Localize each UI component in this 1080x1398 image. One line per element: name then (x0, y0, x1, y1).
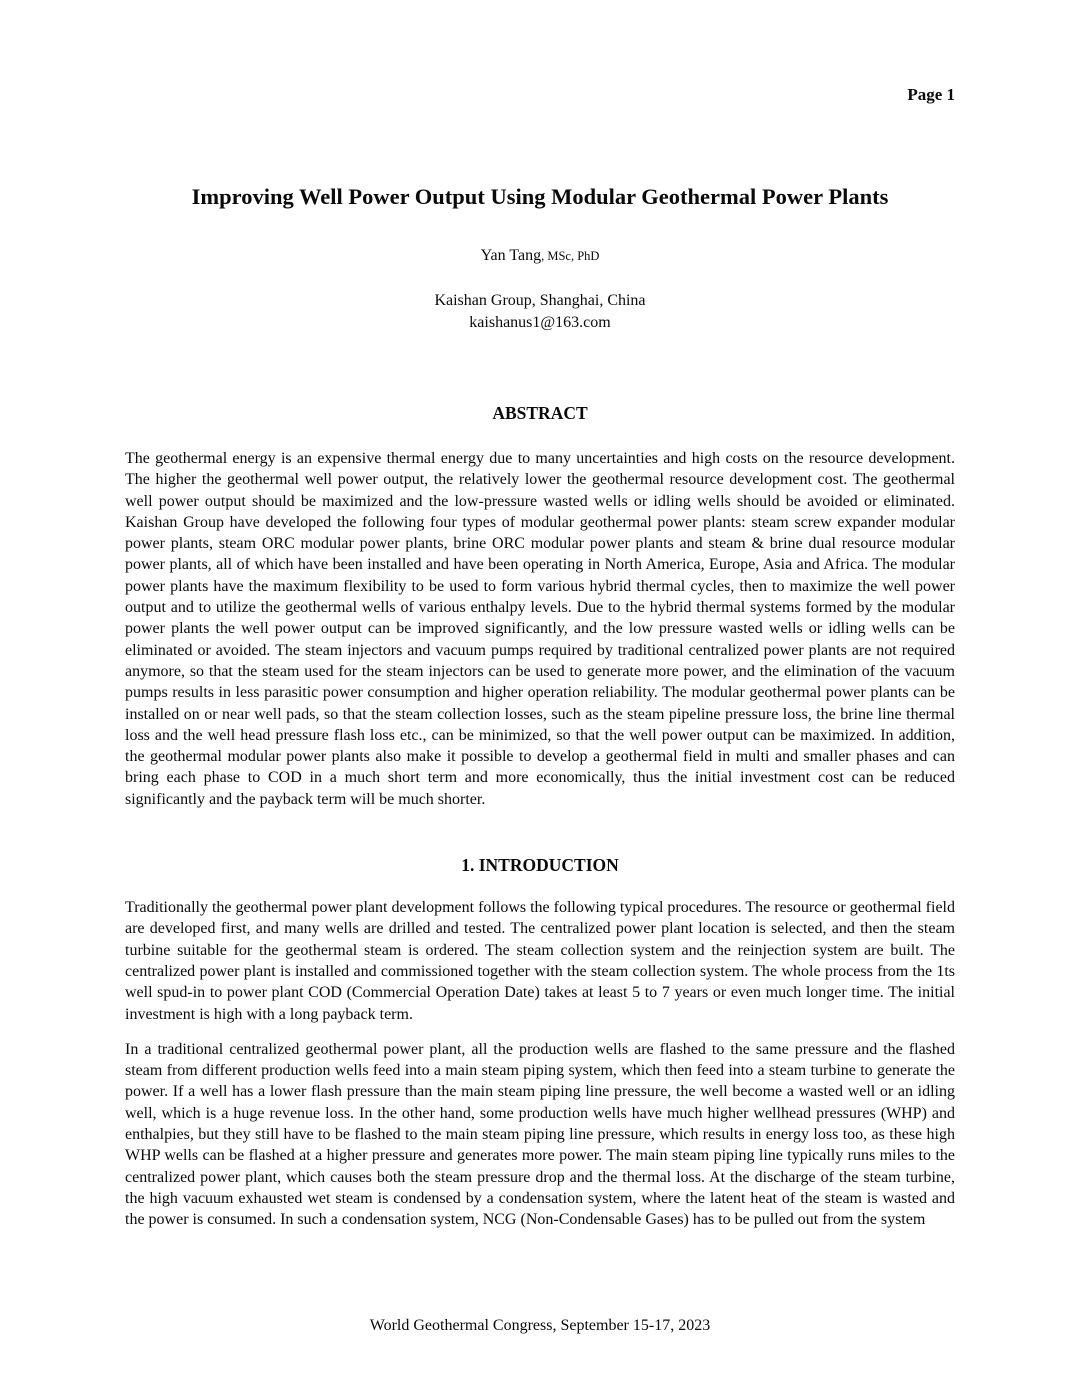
abstract-heading: ABSTRACT (492, 403, 588, 423)
author-email: kaishanus1@163.com (469, 314, 611, 331)
author-name: Yan Tang (480, 247, 542, 264)
affiliation-block (125, 290, 955, 334)
introduction-paragraph: Traditionally the geothermal power plant development follows the following typical procedures. The resource or geothermal field are developed first, and many wells are drilled and tested. The centralized power plant location is selected, and then the steam turbine suitable for the geothermal steam is ordered. The steam collection system and the reinjection system are built. The centralized power plant is installed and commissioned together with the steam collection system. The whole process from the 1ts well spud-in to power plant COD (Commercial Operation Date) takes at least 5 to 7 years or even much longer time. The initial investment is high with a long payback term. (125, 899, 955, 1023)
affiliation: Kaishan Group, Shanghai, China (434, 292, 646, 309)
page-footer: World Geothermal Congress, September 15-17, 2023 (369, 1317, 711, 1334)
author-degrees: , MSc, PhD (541, 249, 600, 263)
introduction-paragraph: In a traditional centralized geothermal power plant, all the production wells are flashed to the same pressure and the flashed steam from different production wells feed into a main steam piping system, which then feed into a steam turbine to generate the power. If a well has a lower flash pressure than the main steam piping line pressure, the well become a wasted well or an idling well, which is a huge revenue loss. In the other hand, some production wells have much higher wellhead pressures (WHP) and enthalpies, but they still have to be flashed to the main steam piping line pressure, which results in energy loss too, as these high WHP wells can be flashed at a higher pressure and generates more power. The main steam piping line typically runs miles to the centralized power plant, which causes both the steam pressure drop and the thermal loss. At the discharge of the steam turbine, the high vacuum exhausted wet steam is condensed by a condensation system, where the latent heat of the steam is wasted and the power is consumed. In such a condensation system, NCG (Non-Condensable Gases) has to be pulled out from the system (125, 1040, 955, 1229)
introduction-heading: 1. INTRODUCTION (461, 855, 619, 876)
page-number: Page 1 (907, 85, 955, 104)
author-line (125, 246, 955, 266)
abstract-body: The geothermal energy is an expensive thermal energy due to many uncertainties and high costs on the resource development. The higher the geothermal well power output, the relatively lower the geothermal resource development cost. The geothermal well power output should be maximized and the low-pressure wasted wells or idling wells should be avoided or eliminated. Kaishan Group have developed the following four types of modular geothermal power plants: steam screw expander modular power plants, steam ORC modular power plants, brine ORC modular power plants and steam & brine dual resource modular power plants, all of which have been installed and have been operating in North America, Europe, Asia and Africa. The modular power plants have the maximum flexibility to be used to form various hybrid thermal cycles, then to maximize the well power output and to utilize the geothermal wells of various enthalpy levels. Due to the hybrid thermal systems formed by the modular power plants the well power output can be improved significantly, and the low pressure wasted wells or idling wells can be eliminated or avoided. The steam injectors and vacuum pumps required by traditional centralized power plants are not required anymore, so that the steam used for the steam injectors can be used to generate more power, and the elimination of the vacuum pumps results in less parasitic power consumption and higher operation reliability. The modular geothermal power plants can be installed on or near well pads, so that the steam collection losses, such as the steam pipeline pressure loss, the brine line thermal loss and the well head pressure flash loss etc., can be minimized, so that the well power output can be maximized. In addition, the geothermal modular power plants also make it possible to develop a geothermal field in multi and smaller phases and can bring each phase to COD in a much short term and more economically, thus the initial investment cost can be reduced significantly and the payback term will be much shorter. (125, 450, 955, 808)
paper-title: Improving Well Power Output Using Modular Geothermal Power Plants (191, 184, 889, 209)
